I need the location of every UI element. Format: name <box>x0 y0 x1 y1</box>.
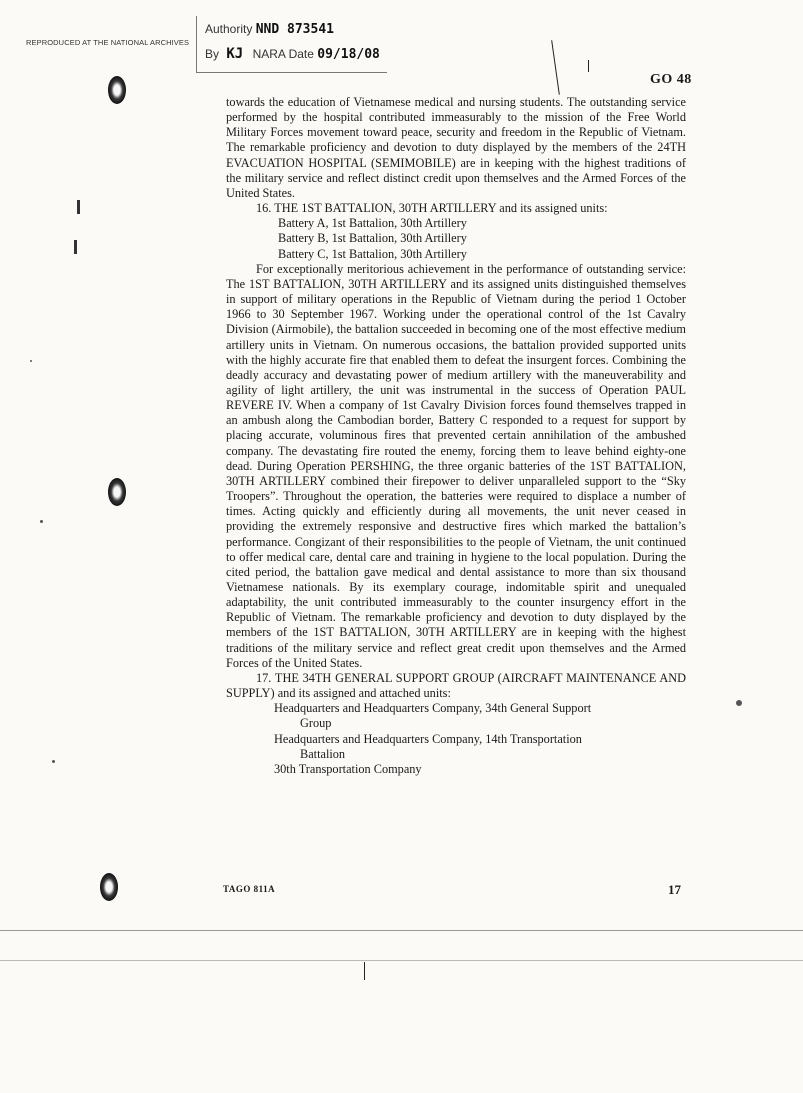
item-16-unit-a: Battery A, 1st Battalion, 30th Artillery <box>278 216 467 231</box>
item-17-unit-1-line1: Headquarters and Headquarters Company, 34th General Support <box>274 701 592 716</box>
scan-edge-bottom-2 <box>0 960 803 961</box>
item-17-unit-3-line1: 30th Transportation Company <box>274 761 422 776</box>
declassification-stamp <box>196 16 387 73</box>
item-17-heading: 17. THE 34TH GENERAL SUPPORT GROUP (AIRCRAFT MAINTENANCE AND SUPPLY) and its assigned and attached units: <box>226 670 686 701</box>
item-17-unit-1 <box>226 701 686 731</box>
margin-speck-1 <box>736 700 742 706</box>
stamp-authority-row <box>205 22 334 37</box>
item-17-unit-2 <box>226 732 686 762</box>
stamp-nara-date-value: 09/18/08 <box>317 47 380 62</box>
margin-speck-2 <box>40 520 43 523</box>
document-body <box>226 95 686 777</box>
item-17-unit-3 <box>226 762 686 777</box>
item-17-unit-2-line2: Battalion <box>300 746 346 761</box>
binder-hole-2 <box>108 478 126 506</box>
page-number: 17 <box>668 882 681 897</box>
margin-mark-1 <box>77 200 80 214</box>
scan-line-top <box>551 40 560 95</box>
scan-edge-bottom <box>0 930 803 931</box>
stamp-authority-value: NND 873541 <box>255 22 334 37</box>
stamp-nara-date-label: NARA Date <box>252 47 314 61</box>
item-17-unit-2-line1: Headquarters and Headquarters Company, 14th Transportation <box>274 731 582 746</box>
stamp-by-label: By <box>205 47 220 61</box>
binder-hole-3 <box>100 873 118 901</box>
margin-speck-4 <box>30 360 32 362</box>
stamp-authority-label: Authority <box>205 22 253 36</box>
margin-speck-3 <box>52 760 55 763</box>
item-16-citation: For exceptionally meritorious achievement in the performance of outstanding service: The 1ST BATTALION, 30TH ARTILLERY and its assigned units distinguished themselves in support of military operations in the Republic of Vietnam during the period 1 October 1966 to 30 September 1967. Working under the operational control of the 1st Cavalry Division (Airmobile), the battalion succeeded in becoming one of the most effective medium artillery units in Vietnam. On numerous occasions, the battalion provided supported units with the highly accurate fire that enabled them to defeat the insurgent forces. Combining the deadly accuracy and devastating power of medium artillery with the maneuverability and agility of light artillery, the unit was instrumental in the success of Operation PAUL REVERE IV. When a company of 1st Cavalry Division forces found themselves trapped in an ambush along the Cambodian border, Battery C responded to a request for support by placing accurate, voluminous fires that prevented certain annihilation of the ambushed company. The devastating fire routed the enemy, forcing them to leave behind eighty-one dead. During Operation PERSHING, the three organic batteries of the 1ST BATTALION, 30TH ARTILLERY combined their firepower to deliver unparalleled support to the “Sky Troopers”. Throughout the operation, the batteries were required to displace a number of times. Acting quickly and efficiently during all movements, the unit never ceased in providing the extremely responsive and destructive fires which marked the battalion’s performance. Congizant of their responsibilities to the people of Vietnam, the unit continued to offer medical care, dental care and training in hygiene to the local population. During the cited period, the battalion gave medical and dental assistance to more than six thousand Vietnamese nationals. By its exemplary courage, indomitable spirit and unequaled adaptability, the unit contributed immeasurably to the counter insurgency effort in the Republic of Vietnam. The remarkable proficiency and devotion to duty displayed by the members of the 1ST BATTALION, 30TH ARTILLERY are in keeping with the highest traditions of the military service and reflect great credit upon themselves and the Armed Forces of the United States. <box>226 261 686 670</box>
stamp-by-value: KJ <box>226 46 244 62</box>
form-code: TAGO 811A <box>223 884 276 894</box>
margin-mark-2 <box>74 240 77 254</box>
scan-tick-top <box>588 60 589 72</box>
item-16-unit-b: Battery B, 1st Battalion, 30th Artillery <box>278 231 467 246</box>
binder-hole-1 <box>108 76 126 104</box>
scan-tick-bottom <box>364 962 365 980</box>
item-16-unit-c: Battery C, 1st Battalion, 30th Artillery <box>278 246 467 261</box>
item-16-heading: 16. THE 1ST BATTALION, 30TH ARTILLERY and its assigned units: <box>256 201 608 216</box>
paragraph-intro: towards the education of Vietnamese medical and nursing students. The outstanding service performed by the hospital contributed immeasurably to the mission of the Free World Military Forces movement toward peace, security and freedom in the Republic of Vietnam. The remarkable proficiency and devotion to duty displayed by the members of the 24TH EVACUATION HOSPITAL (SEMIMOBILE) are in keeping with the highest traditions of the military service and reflect distinct credit upon themselves and the Armed Forces of the United States. <box>226 95 686 200</box>
item-17-unit-1-line2: Group <box>300 716 332 731</box>
general-order-number: GO 48 <box>650 72 692 87</box>
archive-reproduction-note: REPRODUCED AT THE NATIONAL ARCHIVES <box>26 38 190 47</box>
stamp-by-row <box>205 46 380 62</box>
